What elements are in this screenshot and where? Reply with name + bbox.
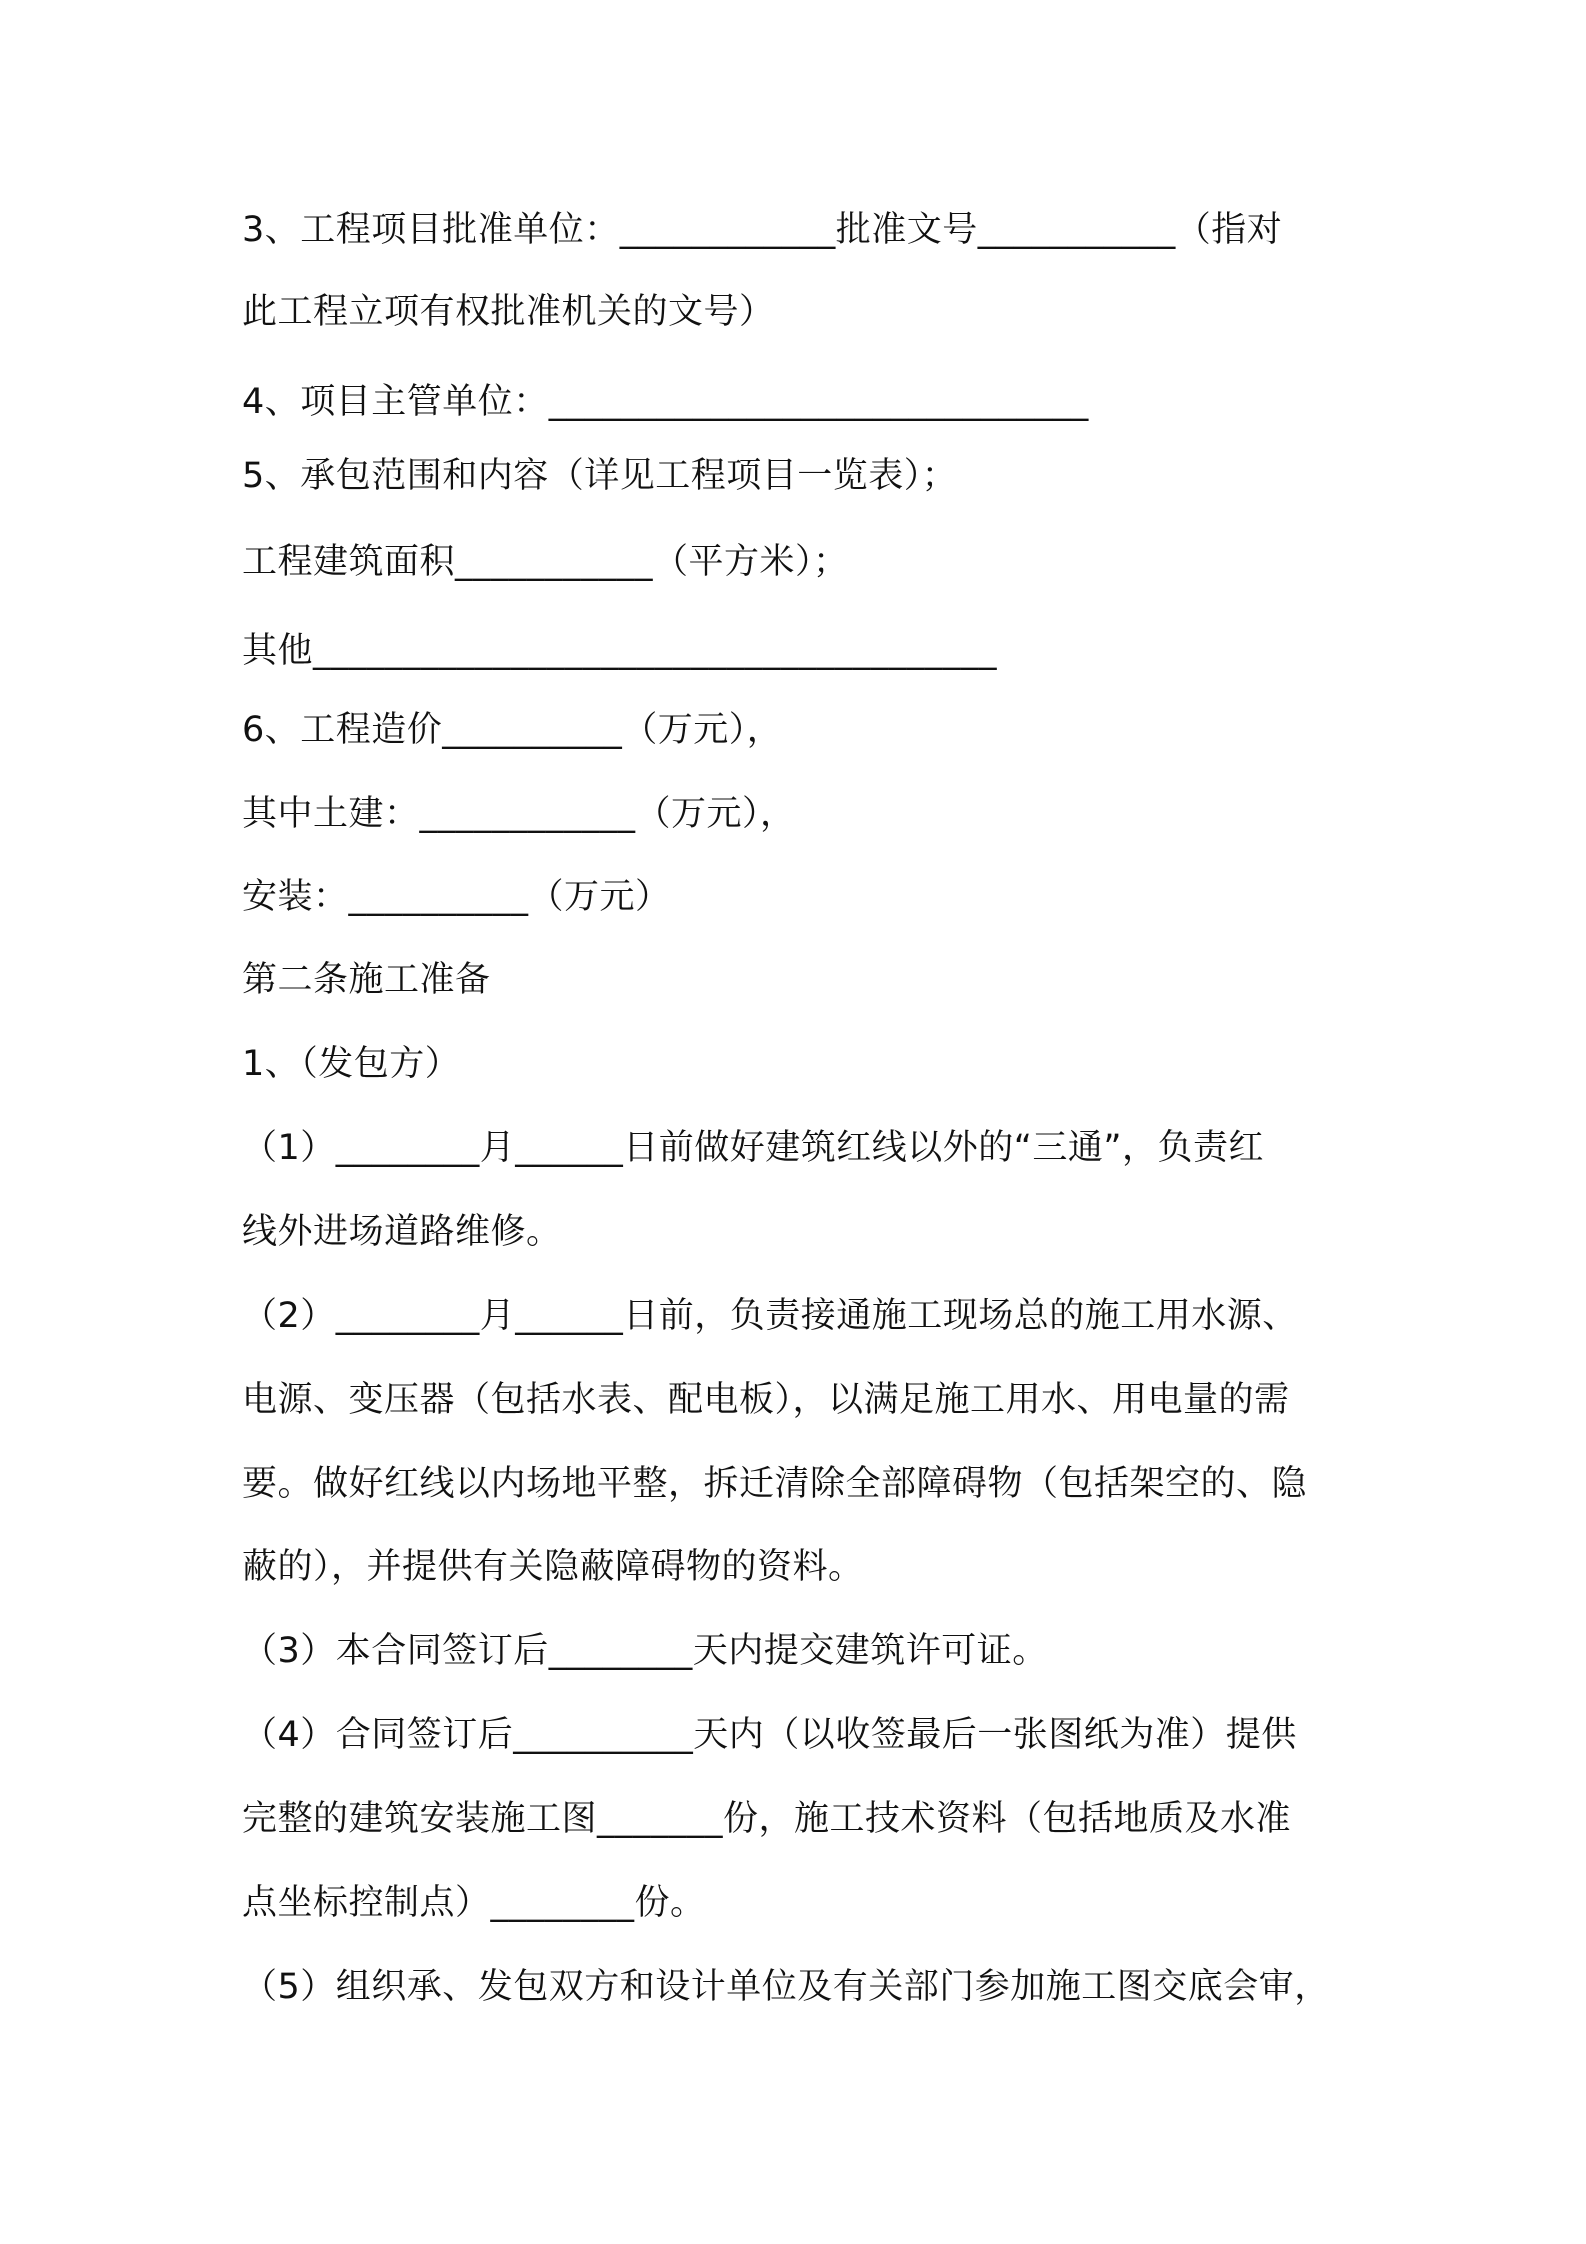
text-line: 安装：__________（万元） <box>242 877 671 917</box>
text-line: 3、工程项目批准单位：____________批准文号___________（指对 <box>242 210 1283 250</box>
text-line: 其中土建：____________（万元）， <box>242 794 796 834</box>
text-line: 蔽的），并提供有关隐蔽障碍物的资料。 <box>242 1547 864 1587</box>
text-line: （1）________月______日前做好建筑红线以外的“三通”，负责红 <box>242 1128 1265 1168</box>
text-line: （5）组织承、发包双方和设计单位及有关部门参加施工图交底会审， <box>242 1967 1330 2007</box>
text-line: （3）本合同签订后________天内提交建筑许可证。 <box>242 1631 1048 1671</box>
text-line: 线外进场道路维修。 <box>242 1212 562 1252</box>
text-line: 4、项目主管单位：______________________________ <box>242 382 1089 422</box>
text-line: 其他______________________________________ <box>242 631 998 671</box>
text-line: （2）________月______日前，负责接通施工现场总的施工用水源、 <box>242 1296 1298 1336</box>
text-line: 完整的建筑安装施工图_______份，施工技术资料（包括地质及水准 <box>242 1799 1292 1839</box>
text-line: 5、承包范围和内容（详见工程项目一览表）； <box>242 456 958 496</box>
text-line: 工程建筑面积___________（平方米）； <box>242 542 849 582</box>
text-line: 要。做好红线以内场地平整，拆迁清除全部障碍物（包括架空的、隐 <box>242 1464 1308 1504</box>
text-line: 此工程立项有权批准机关的文号） <box>242 292 775 332</box>
section-heading: 第二条施工准备 <box>242 960 491 1000</box>
text-line: 电源、变压器（包括水表、配电板），以满足施工用水、用电量的需 <box>242 1380 1290 1420</box>
text-line: 6、工程造价__________（万元）， <box>242 710 783 750</box>
text-line: 点坐标控制点）________份。 <box>242 1883 706 1923</box>
text-line: 1、（发包方） <box>242 1044 461 1084</box>
text-line: （4）合同签订后__________天内（以收签最后一张图纸为准）提供 <box>242 1715 1297 1755</box>
